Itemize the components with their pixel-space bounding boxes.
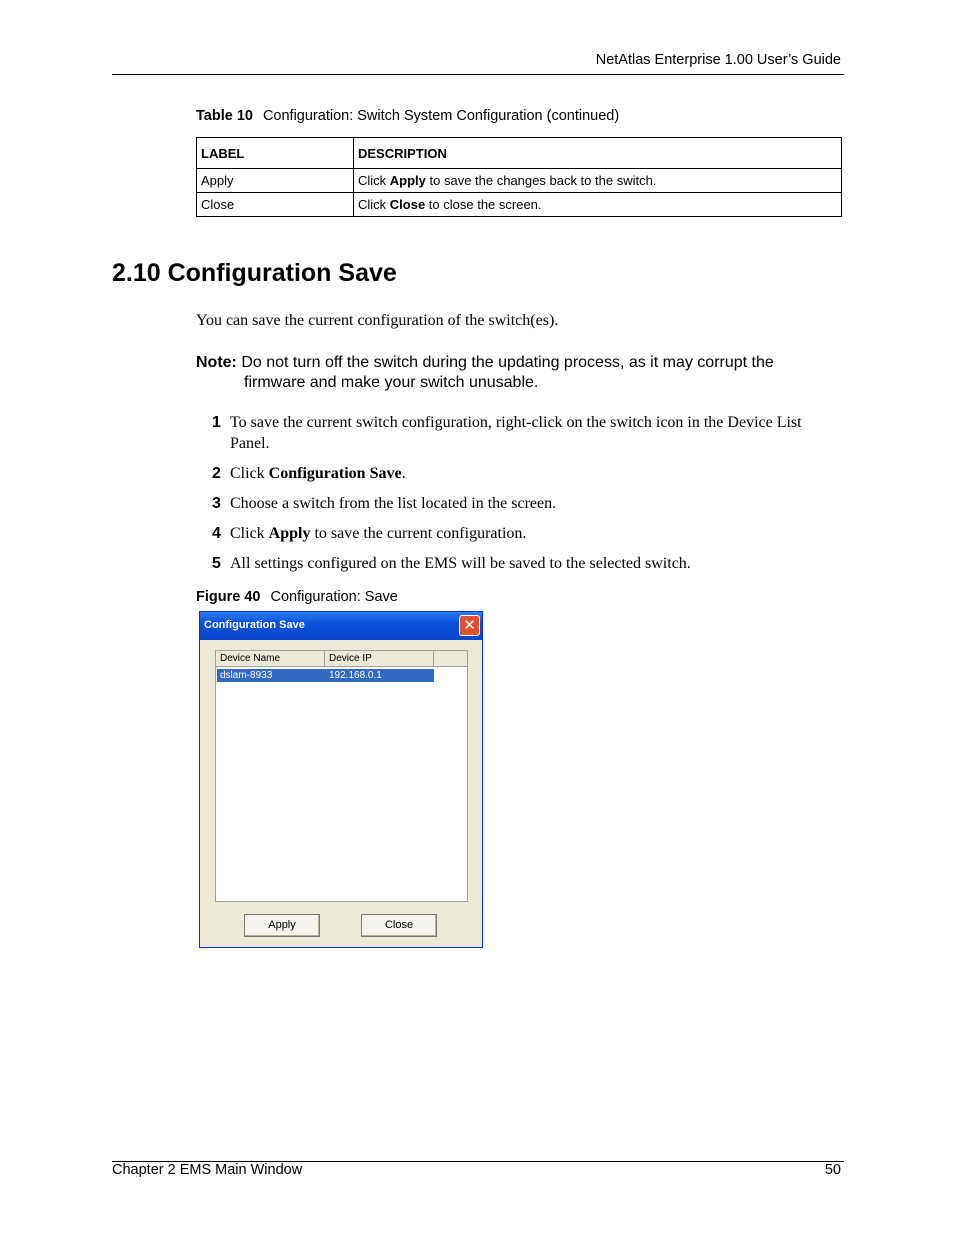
header-rule <box>112 74 844 75</box>
column-header-device-name[interactable]: Device Name <box>216 651 325 667</box>
device-name-cell: dslam-8933 <box>220 670 273 681</box>
list-item: 1 To save the current switch configuration, right-click on the switch icon in the Device List Panel. <box>212 414 802 452</box>
row-label: Close <box>197 193 354 217</box>
device-ip-cell: 192.168.0.1 <box>329 670 382 681</box>
running-header: NetAtlas Enterprise 1.00 User’s Guide <box>595 52 841 68</box>
page-number: 50 <box>824 1162 841 1178</box>
list-item: 2 Click Configuration Save. <box>212 465 406 482</box>
footer-chapter: Chapter 2 EMS Main Window <box>112 1162 303 1178</box>
figure-caption-label: Figure 40 <box>196 589 261 605</box>
table-caption <box>196 108 619 124</box>
figure-caption <box>196 589 398 605</box>
config-table <box>196 137 842 217</box>
figure-caption-text: Configuration: Save <box>270 589 398 605</box>
header-label: LABEL <box>197 138 354 169</box>
table-caption-label: Table 10 <box>196 108 253 124</box>
list-item: 3 Choose a switch from the list located in the screen. <box>212 495 557 512</box>
section-title: 2.10 Configuration Save <box>112 259 397 287</box>
steps-list <box>212 412 842 583</box>
intro-paragraph: You can save the current configuration of the switch(es). <box>196 312 559 329</box>
close-icon[interactable]: ✕ <box>459 615 480 636</box>
list-item: 5 All settings configured on the EMS will be saved to the selected switch. <box>212 555 691 572</box>
table-row <box>197 169 842 193</box>
table-row <box>197 193 842 217</box>
list-item: 4 Click Apply to save the current configuration. <box>212 525 527 542</box>
table-caption-text: Configuration: Switch System Configuration (continued) <box>262 108 620 124</box>
row-label: Apply <box>197 169 354 193</box>
note-line-2: firmware and make your switch unusable. <box>244 374 539 391</box>
configuration-save-dialog <box>199 611 483 948</box>
column-header-device-ip[interactable]: Device IP <box>325 651 434 667</box>
header-description: DESCRIPTION <box>354 138 842 169</box>
note-label: Note: <box>196 354 237 371</box>
close-button[interactable]: Close <box>361 914 437 937</box>
device-list[interactable] <box>215 650 468 902</box>
note-block <box>196 353 836 393</box>
dialog-titlebar[interactable] <box>200 612 482 640</box>
row-description: Click Close to close the screen. <box>354 193 842 217</box>
apply-button[interactable]: Apply <box>244 914 320 937</box>
column-header-filler <box>434 651 467 667</box>
dialog-title: Configuration Save <box>204 619 305 631</box>
device-row-selected[interactable] <box>217 669 434 682</box>
table-header-row <box>197 138 842 169</box>
row-description: Click Apply to save the changes back to the switch. <box>354 169 842 193</box>
note-line-1: Do not turn off the switch during the updating process, as it may corrupt the <box>236 354 774 371</box>
